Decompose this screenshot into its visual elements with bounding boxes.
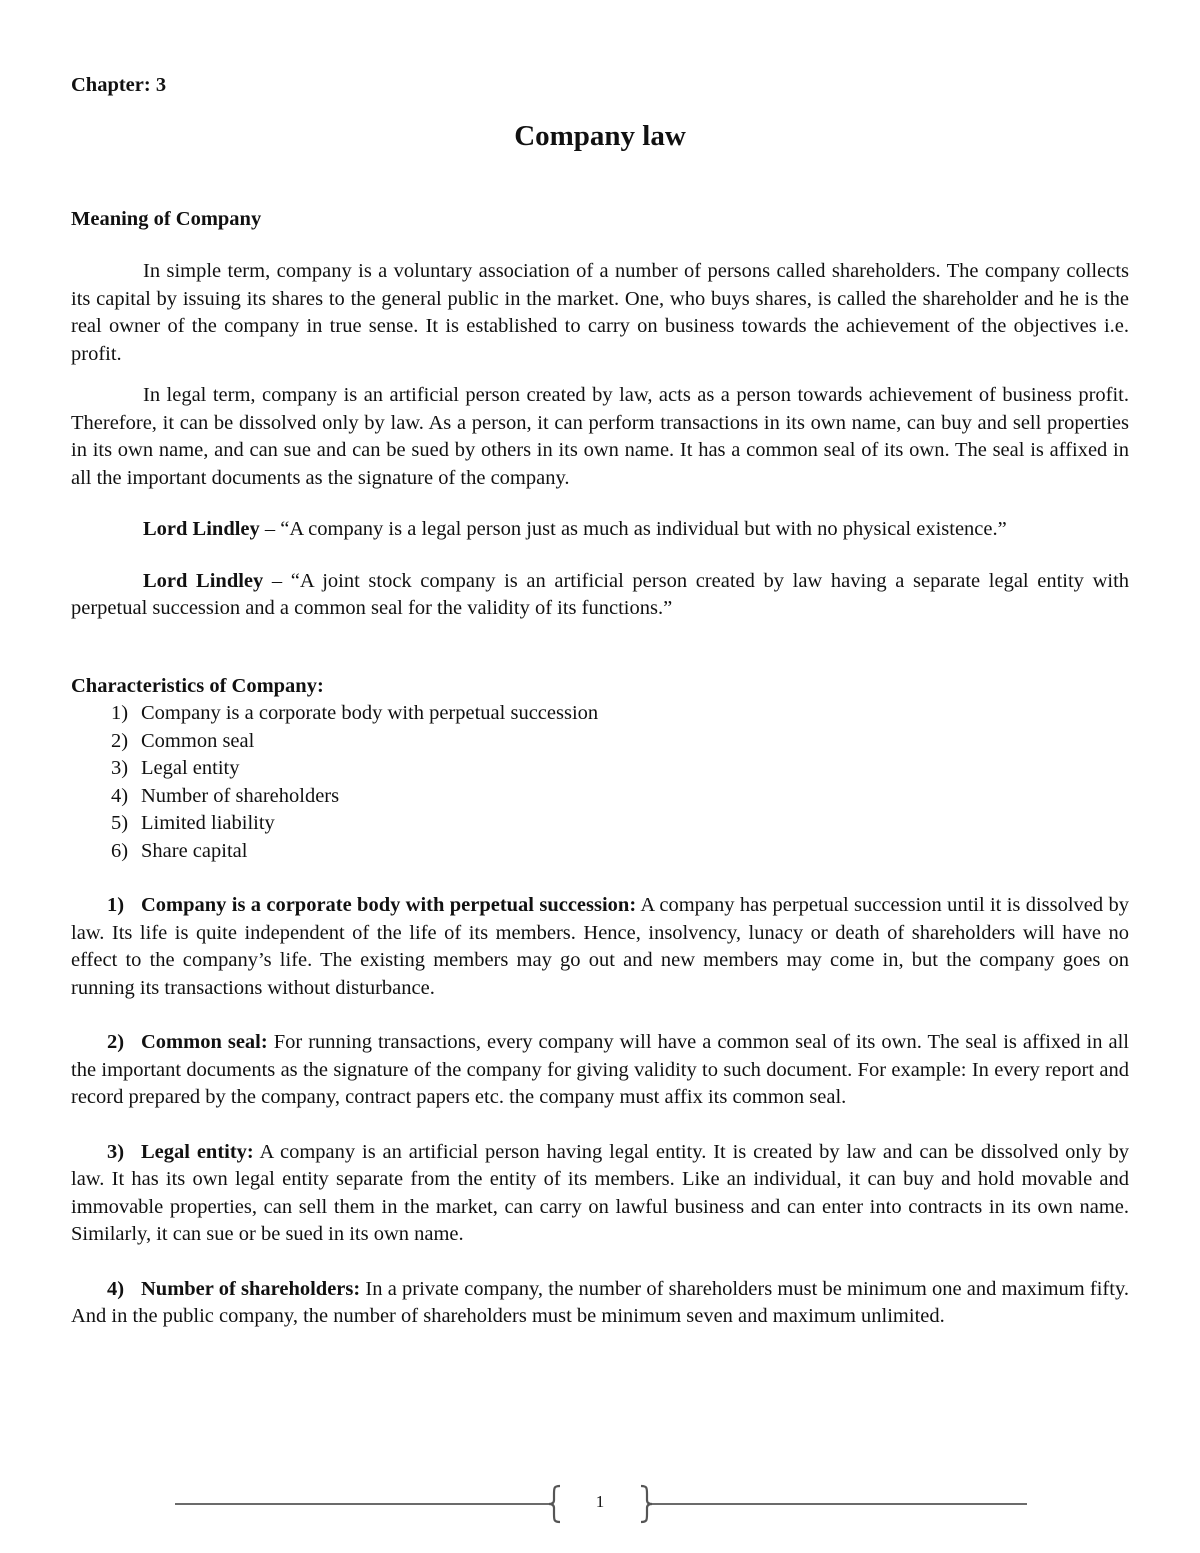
footer-rule-right	[652, 1503, 1027, 1505]
page-number: 1	[595, 1492, 605, 1511]
chapter-label: Chapter: 3	[71, 74, 167, 96]
characteristic-detail	[71, 892, 1129, 1002]
list-label: Company is a corporate body with perpetual succession	[141, 702, 599, 724]
right-brace-icon	[639, 1484, 653, 1524]
quote-paragraph	[71, 568, 1129, 623]
meaning-paragraph: In legal term, company is an artificial person created by law, acts as a person towards achievement of business profit. Therefore, it can be dissolved only by law. As a person, it can perform transactions in its own name, can buy and sell properties in its own name, and can sue and can be sued by others in its own name. It has a common seal of its own. The seal is affixed in all the important documents as the signature of the company.	[71, 384, 1129, 489]
detail-text: A company is an artificial person having legal entity. It is created by law and can be dissolved only by law. It has its own legal entity separate from the entity of its members. Like an individual, it can buy and hold movable and immovable properties, can sell them in the market, can carry on lawful business and can enter into contracts in its own name. Similarly, it can sue or be sued in its own name.	[71, 1140, 1129, 1245]
list-number: 3)	[111, 757, 129, 779]
quote-author: Lord Lindley	[143, 569, 264, 592]
detail-number: 3)	[107, 1140, 125, 1163]
list-item	[111, 783, 1129, 811]
characteristics-list	[71, 700, 1129, 865]
characteristic-detail	[71, 1139, 1129, 1249]
list-label: Limited liability	[141, 812, 275, 834]
detail-text: For running transactions, every company will have a common seal of its own. The seal is affixed in all the important documents as the signature of the company for giving validity to such document. For example: In every report and record prepared by the company, contract papers etc. the company must affix its common seal.	[71, 1031, 1129, 1108]
quote-text: – “A company is a legal person just as much as individual but with no physical existence.”	[259, 518, 1007, 540]
list-label: Number of shareholders	[141, 784, 340, 807]
detail-term: Common seal:	[141, 1031, 268, 1053]
meaning-heading: Meaning of Company	[71, 207, 262, 230]
list-item	[111, 810, 1129, 838]
detail-text: A company has perpetual succession until it is dissolved by law. Its life is quite independent of the life of its members. Hence, insolvency, lunacy or death of shareholders will have no effect to the company’s life. The existing members may go out and new members may come in, but the company goes on running its transactions without disturbance.	[71, 894, 1129, 999]
detail-term: Company is a corporate body with perpetual succession:	[141, 894, 637, 916]
detail-number: 2)	[107, 1031, 125, 1053]
list-label: Share capital	[141, 839, 248, 862]
detail-text: In a private company, the number of shareholders must be minimum one and maximum fifty. And in the public company, the number of shareholders must be minimum seven and maximum unlimited.	[71, 1277, 1129, 1327]
list-item	[111, 700, 1129, 728]
list-label: Common seal	[141, 729, 255, 752]
quote-author: Lord Lindley	[143, 518, 260, 540]
left-brace-icon	[548, 1484, 562, 1524]
characteristics-heading: Characteristics of Company:	[71, 674, 324, 697]
characteristic-detail	[71, 1276, 1129, 1331]
list-number: 1)	[111, 702, 129, 724]
page-title: Company law	[514, 119, 686, 152]
page-content	[71, 72, 1129, 1331]
list-item	[111, 838, 1129, 866]
footer-rule-left	[175, 1503, 551, 1505]
list-number: 6)	[111, 839, 129, 862]
characteristic-detail	[71, 1029, 1129, 1112]
detail-term: Legal entity:	[141, 1140, 254, 1163]
detail-number: 4)	[107, 1277, 125, 1300]
list-label: Legal entity	[141, 757, 240, 779]
page-footer	[0, 1484, 1200, 1524]
list-number: 4)	[111, 784, 129, 807]
meaning-paragraph: In simple term, company is a voluntary association of a number of persons called shareholders. The company collects its capital by issuing its shares to the general public in the market. One, who buys shares, is called the shareholder and he is the real owner of the company in true sense. It is established to carry on business towards the achievement of the objectives i.e. profit.	[71, 260, 1129, 365]
list-item	[111, 755, 1129, 783]
quote-text: – “A joint stock company is an artificial person created by law having a separate legal entity with perpetual succession and a common seal for the validity of its functions.”	[71, 569, 1130, 619]
list-number: 5)	[111, 812, 129, 834]
quote-paragraph	[71, 516, 1129, 544]
detail-term: Number of shareholders:	[141, 1277, 361, 1300]
list-item	[111, 728, 1129, 756]
detail-number: 1)	[107, 894, 125, 916]
list-number: 2)	[111, 729, 129, 752]
